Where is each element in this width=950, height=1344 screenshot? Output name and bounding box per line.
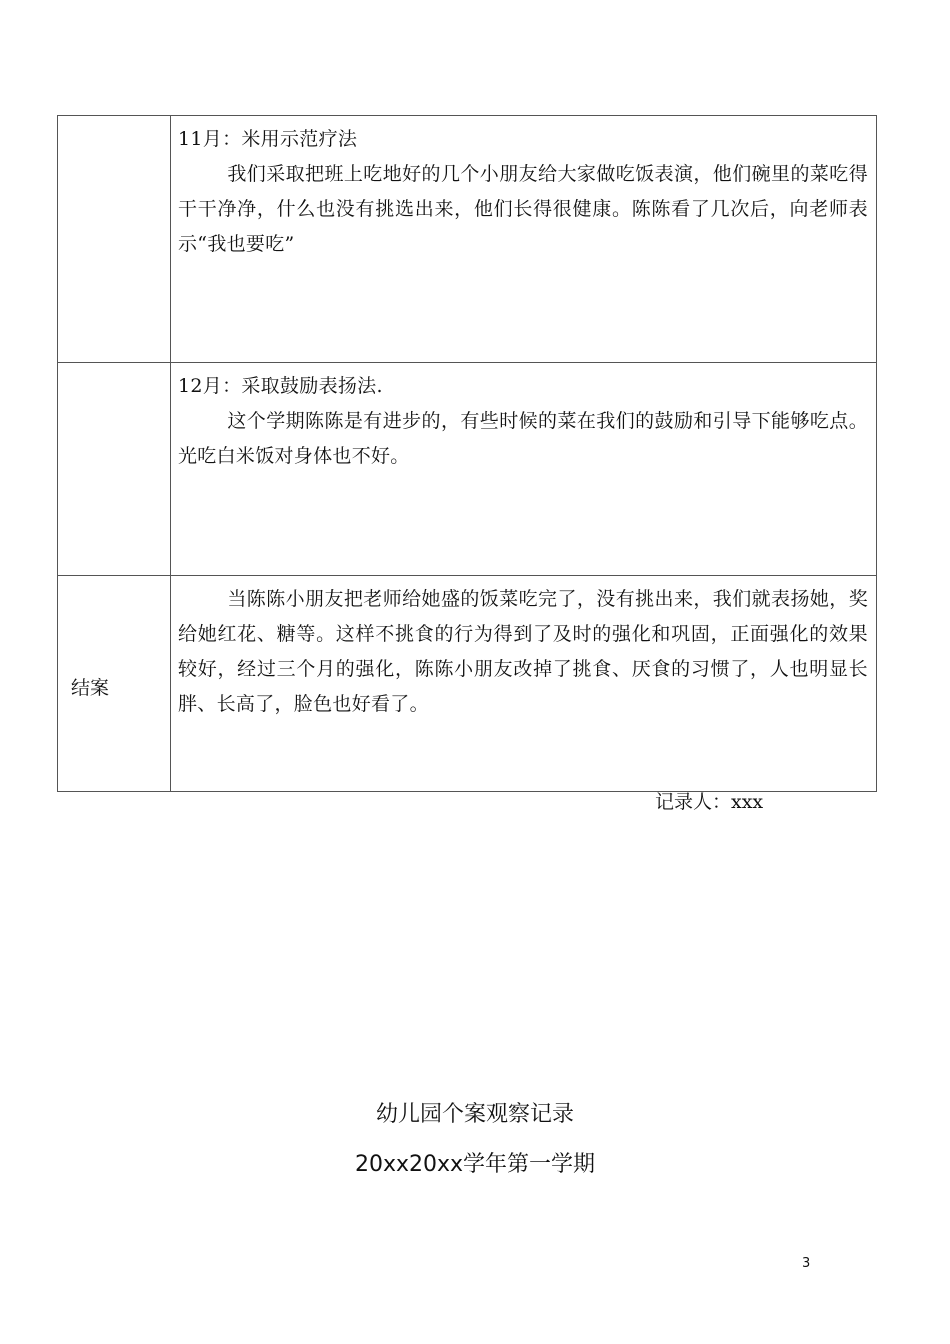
entry-paragraph: 我们采取把班上吃地好的几个小朋友给大家做吃饭表演，他们碗里的菜吃得干干净净，什么也没有挑选出来，他们长得很健康。陈陈看了几次后，向老师表示“我也要吃”	[178, 163, 868, 255]
entry-cell	[171, 116, 877, 363]
entry-heading: 11月：米用示范疗法	[178, 128, 358, 150]
row-label-cell	[58, 116, 171, 363]
recorder-line: 记录人：xxx	[655, 791, 764, 813]
document-title: 幼儿园个案观察记录	[375, 1102, 574, 1127]
closing-paragraph: 当陈陈小朋友把老师给她盛的饭菜吃完了，没有挑出来，我们就表扬她，奖给她红花、糖等。这样不挑食的行为得到了及时的强化和巩固，正面强化的效果较好，经过三个月的强化，陈陈小朋友改掉了挑食、厌食的习惯了，人也明显长胖、长高了，脸色也好看了。	[178, 588, 868, 715]
document-subtitle: 20xx20xx学年第一学期	[354, 1152, 596, 1177]
observation-table	[57, 115, 877, 792]
closing-label: 结案	[58, 576, 171, 792]
entry-cell	[171, 576, 877, 792]
entry-cell	[171, 363, 877, 576]
table-row-november	[58, 116, 877, 363]
table-row-december	[58, 363, 877, 576]
row-label-cell	[58, 363, 171, 576]
table-row-closing	[58, 576, 877, 792]
entry-paragraph: 这个学期陈陈是有进步的，有些时候的菜在我们的鼓励和引导下能够吃点。光吃白米饭对身体也不好。	[178, 410, 868, 467]
page-number: 3	[802, 1256, 811, 1271]
entry-heading: 12月：采取鼓励表扬法.	[178, 375, 383, 397]
